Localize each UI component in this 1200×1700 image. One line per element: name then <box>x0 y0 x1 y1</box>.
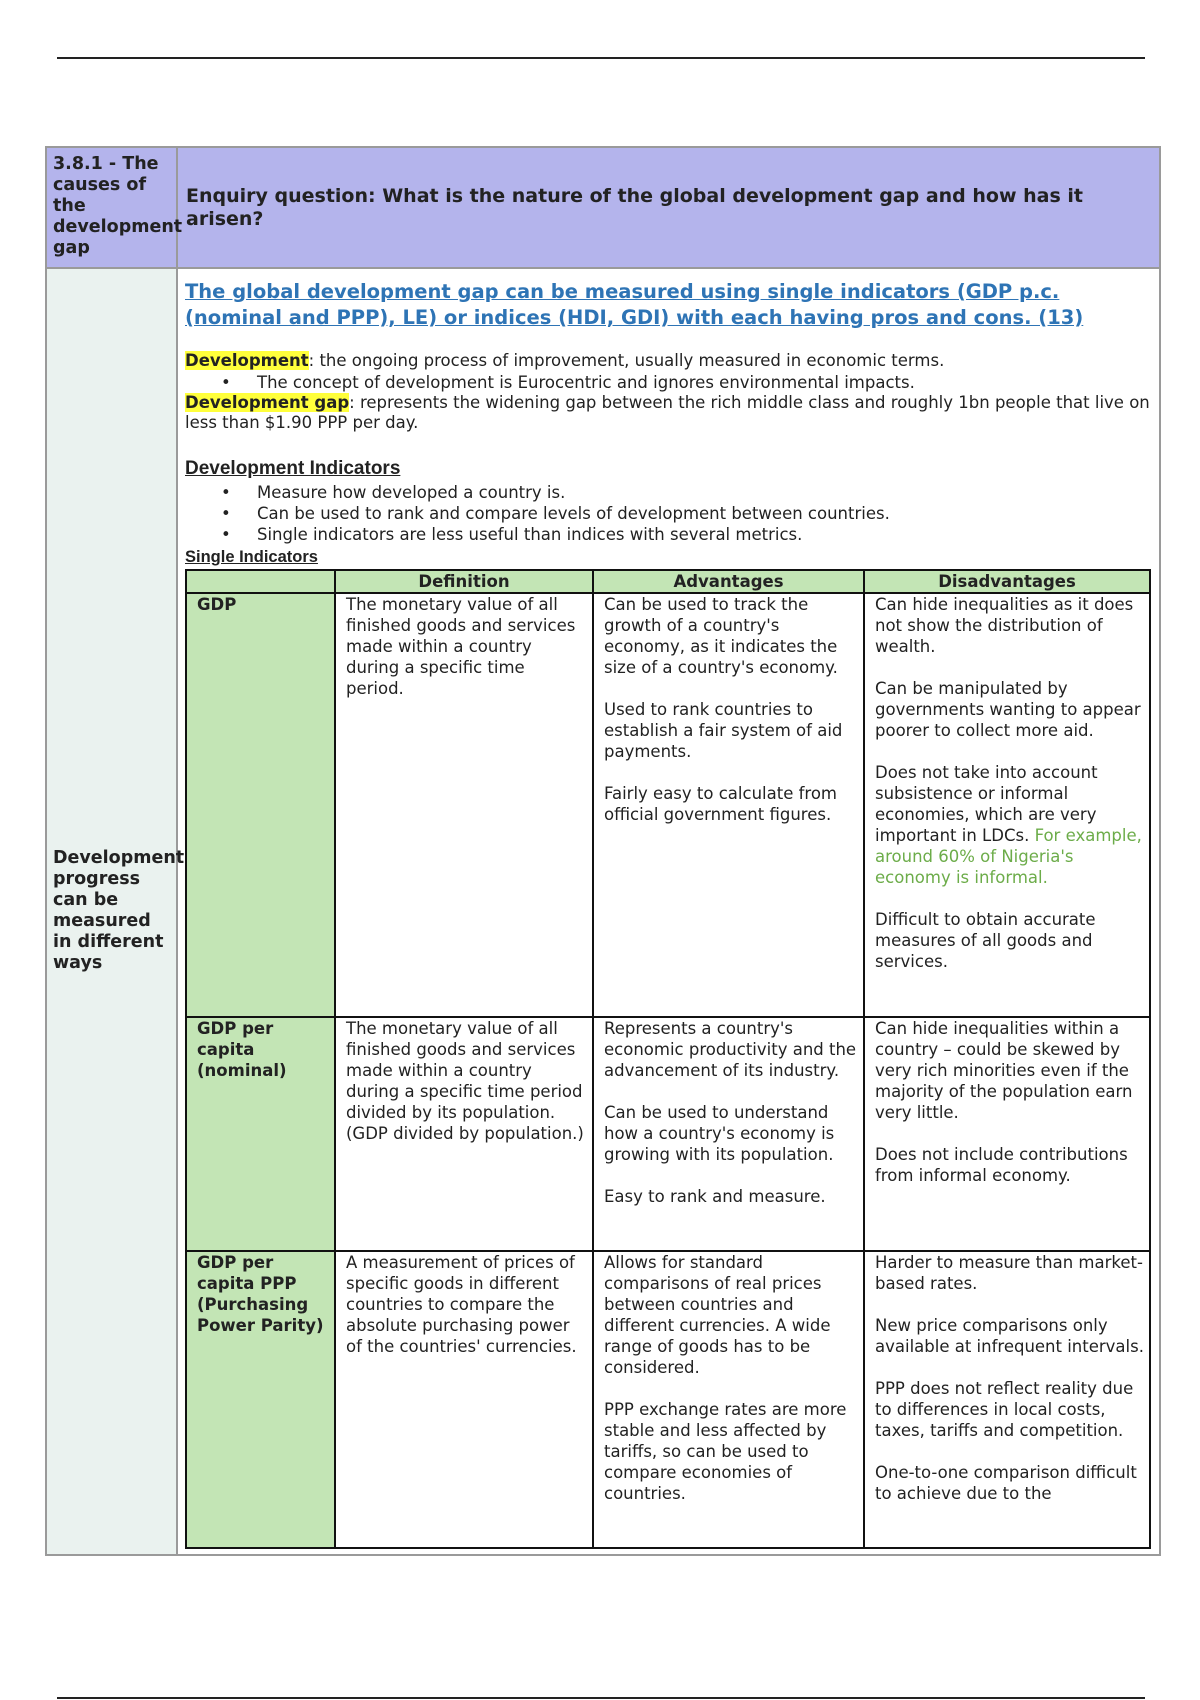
disadvantage-item: Difficult to obtain accurate measures of all goods and services. <box>875 909 1096 971</box>
gap-term: Development gap <box>185 392 350 412</box>
gap-text: : represents the widening gap between the rich middle class and roughly 1bn people that live on less than $1.90 PPP per day. <box>185 392 1150 432</box>
corner-cell <box>186 570 335 593</box>
disadvantage-item: PPP does not reflect reality due to differences in local costs, taxes, tariffs and competition. <box>875 1378 1134 1440</box>
list-item: • Measure how developed a country is. <box>257 482 1151 503</box>
enquiry-question-cell <box>177 147 1160 268</box>
table-row <box>186 593 1150 1017</box>
topic-code: 3.8.1 - The causes of the development gap <box>53 154 183 258</box>
advantage-item: Represents a country's economic productivity and the advancement of its industry. <box>604 1018 857 1080</box>
definition-cell: The monetary value of all finished goods and services made within a country during a specific time period divided by its population. (GDP divided by population.) <box>335 1017 593 1251</box>
disadvantages-cell <box>864 1017 1150 1251</box>
development-text: : the ongoing process of improvement, usually measured in economic terms. <box>308 351 945 370</box>
advantage-item: PPP exchange rates are more stable and less affected by tariffs, so can be used to compare economies of countries. <box>604 1399 847 1503</box>
row-label: GDP <box>186 593 335 1017</box>
row-label: GDP per capita (nominal) <box>186 1017 335 1251</box>
advantage-item: Can be used to track the growth of a country's economy, as it indicates the size of a country's economy. <box>604 594 838 677</box>
col-disadvantages: Disadvantages <box>864 570 1150 593</box>
table-row <box>186 1251 1150 1548</box>
disadvantages-cell <box>864 593 1150 1017</box>
list-item: • Single indicators are less useful than indices with several metrics. <box>257 524 1151 545</box>
disadvantage-item: Can be manipulated by governments wanting to appear poorer to collect more aid. <box>875 678 1141 740</box>
advantage-item: Can be used to understand how a country's economy is growing with its population. <box>604 1102 835 1164</box>
enquiry-question: Enquiry question: What is the nature of the global development gap and how has it arisen? <box>186 184 1084 230</box>
advantages-cell <box>593 1251 864 1548</box>
advantage-item: Easy to rank and measure. <box>604 1186 826 1206</box>
header-rule <box>57 57 1145 59</box>
disadvantages-cell <box>864 1251 1150 1548</box>
topic-table <box>45 146 1161 1556</box>
col-advantages: Advantages <box>593 570 864 593</box>
disadvantage-item: Does not include contributions from informal economy. <box>875 1144 1128 1185</box>
definition-cell: The monetary value of all finished goods and services made within a country during a specific time period. <box>335 593 593 1017</box>
disadvantage-item: Harder to measure than market-based rates. <box>875 1252 1143 1293</box>
side-label-cell <box>46 268 185 1555</box>
row-label: GDP per capita PPP (Purchasing Power Parity) <box>186 1251 335 1548</box>
disadvantage-item: Can hide inequalities within a country – could be skewed by very rich minorities even if the majority of the population earn very little. <box>875 1018 1133 1122</box>
disadvantage-text: Does not take into account subsistence or informal economies, which are very important in LDCs. <box>875 762 1098 845</box>
advantages-cell <box>593 1017 864 1251</box>
definition-cell: A measurement of prices of specific goods in different countries to compare the absolute purchasing power of the countries' currencies. <box>335 1251 593 1548</box>
advantage-item: Used to rank countries to establish a fair system of aid payments. <box>604 699 843 761</box>
disadvantage-item: One-to-one comparison difficult to achieve due to the <box>875 1462 1137 1503</box>
table-header-row <box>186 570 1150 593</box>
disadvantage-item: New price comparisons only available at infrequent intervals. <box>875 1315 1144 1356</box>
development-bullets <box>185 372 1151 393</box>
list-item: • The concept of development is Eurocentric and ignores environmental impacts. <box>257 372 1151 393</box>
advantages-cell <box>593 593 864 1017</box>
intro-link[interactable]: The global development gap can be measured using single indicators (GDP p.c. (nominal and PPP), LE) or indices (HDI, GDI) with each having pros and cons. (13) <box>185 280 1084 329</box>
development-term: Development <box>185 351 309 370</box>
list-item: • Can be used to rank and compare levels of development between countries. <box>257 503 1151 524</box>
side-label: Development progress can be measured in different ways <box>53 848 185 974</box>
advantage-item: Fairly easy to calculate from official government figures. <box>604 783 837 824</box>
content-cell <box>177 268 1160 1555</box>
indicators-bullets <box>185 482 1151 545</box>
footer-rule <box>57 1697 1145 1699</box>
table-row <box>186 1017 1150 1251</box>
topic-code-cell <box>46 147 183 268</box>
disadvantage-item: Can hide inequalities as it does not show the distribution of wealth. <box>875 594 1134 656</box>
example-text: For example, around 60% of Nigeria's economy is informal. <box>875 825 1142 887</box>
advantage-item: Allows for standard comparisons of real prices between countries and different currencies. A wide range of goods has to be considered. <box>604 1252 831 1377</box>
single-indicators-heading: Single Indicators <box>185 547 318 566</box>
gap-definition <box>185 393 1151 434</box>
development-definition <box>185 351 1151 372</box>
indicators-heading: Development Indicators <box>185 457 401 479</box>
indicators-table <box>185 569 1151 1549</box>
disadvantage-item <box>875 762 1144 888</box>
col-definition: Definition <box>335 570 593 593</box>
